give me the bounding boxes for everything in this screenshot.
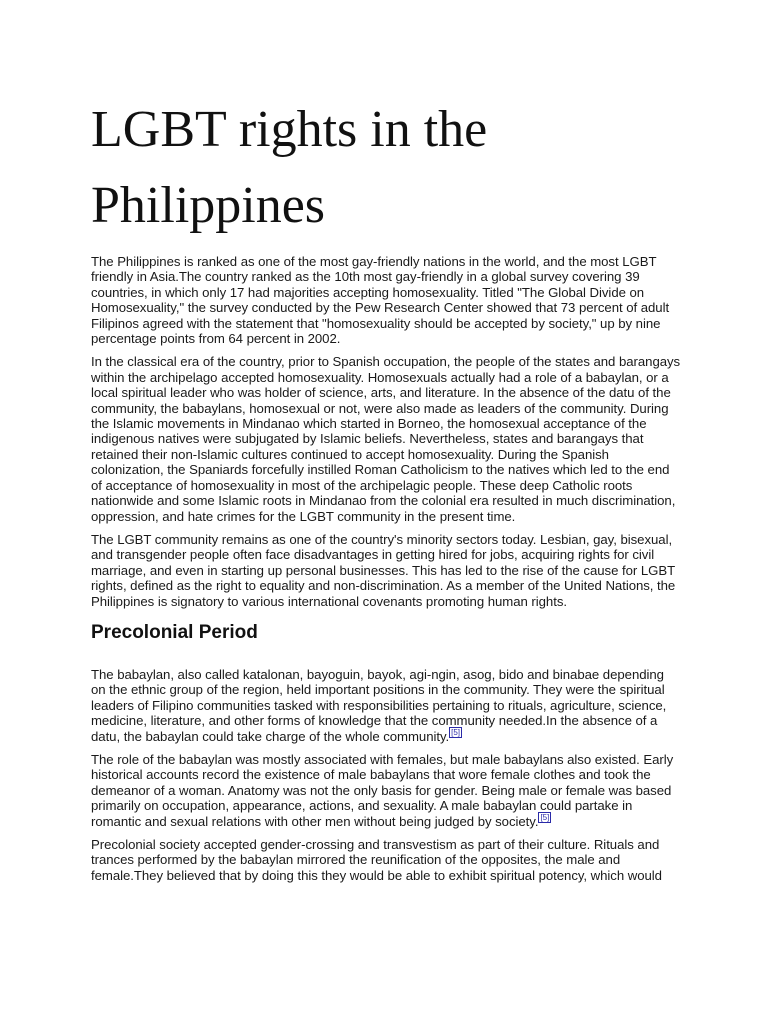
section-paragraph-3: Precolonial society accepted gender-crossing and transvestism as part of their culture. Rituals and trances performed by the babaylan mirrored the reunification of the opposites, the male and female.They believed that by doing this they would be able to exhibit spiritual potency, which would	[91, 837, 662, 883]
citation-link[interactable]: [5]	[540, 813, 550, 823]
section-paragraph-2-text: The role of the babaylan was mostly associated with females, but male babaylans also existed. Early historical accounts record the existence of male babaylans that wore female clothes and took the demeanor of a woman. Anatomy was not the only basis for gender. Being male or female was based primarily on occupation, appearance, actions, and sexuality. A male babaylan could partake in romantic and sexual relations with other men without being judged by society.	[91, 751, 674, 829]
document-page	[91, 92, 681, 891]
page-title: LGBT rights in the Philippines	[91, 101, 488, 234]
intro-paragraph-3: The LGBT community remains as one of the country's minority sectors today. Lesbian, gay, bisexual, and transgender people often face disadvantages in getting hired for jobs, acquiring rights for civil marriage, and even in starting up personal businesses. This has led to the rise of the cause for LGBT rights, defined as the right to equality and non-discrimination. As a member of the United Nations, the Philippines is signatory to various international covenants promoting human rights.	[91, 531, 676, 609]
section-heading: Precolonial Period	[91, 621, 258, 643]
citation-link[interactable]: [5]	[451, 728, 460, 738]
section-paragraph-2	[91, 752, 681, 829]
intro-paragraph-2: In the classical era of the country, prior to Spanish occupation, the people of the states and barangays within the archipelago accepted homosexuality. Homosexuals actually had a role of a babaylan, or a local spiritual leader who was holder of science, arts, and literature. In the absence of the datu of the community, the babaylans, homosexual or not, were also made as leaders of the community. During the Islamic movements in Mindanao which started in Borneo, the homosexual acceptance of the indigenous natives were subjugated by Islamic beliefs. Nevertheless, states and barangays that retained their non-Islamic cultures continued to accept homosexuality. During the Spanish colonization, the Spaniards forcefully instilled Roman Catholicism to the natives which led to the end of acceptance of homosexuality in most of the archipelagic people. These deep Catholic roots nationwide and some Islamic roots in Mindanao from the colonial era resulted in much discrimination, oppression, and hate crimes for the LGBT community in the present time.	[91, 354, 681, 524]
section-paragraph-1-text: The babaylan, also called katalonan, bayoguin, bayok, agi-ngin, asog, bido and binabae depending on the ethnic group of the region, held important positions in the community. They were the spiritual leaders of Filipino communities tasked with responsibilities pertaining to rituals, agriculture, science, medicine, literature, and other forms of knowledge that the community needed.In the absence of a datu, the babaylan could take charge of the whole community.	[91, 666, 667, 744]
section-paragraph-1	[91, 667, 681, 744]
intro-paragraph-1: The Philippines is ranked as one of the most gay-friendly nations in the world, and the most LGBT friendly in Asia.The country ranked as the 10th most gay-friendly in a global survey covering 39 countries, in which only 17 had majorities accepting homosexuality. Titled "The Global Divide on Homosexuality," the survey conducted by the Pew Research Center showed that 73 percent of adult Filipinos agreed with the statement that "homosexuality should be accepted by society," up by nine percentage points from 64 percent in 2002.	[91, 254, 670, 347]
